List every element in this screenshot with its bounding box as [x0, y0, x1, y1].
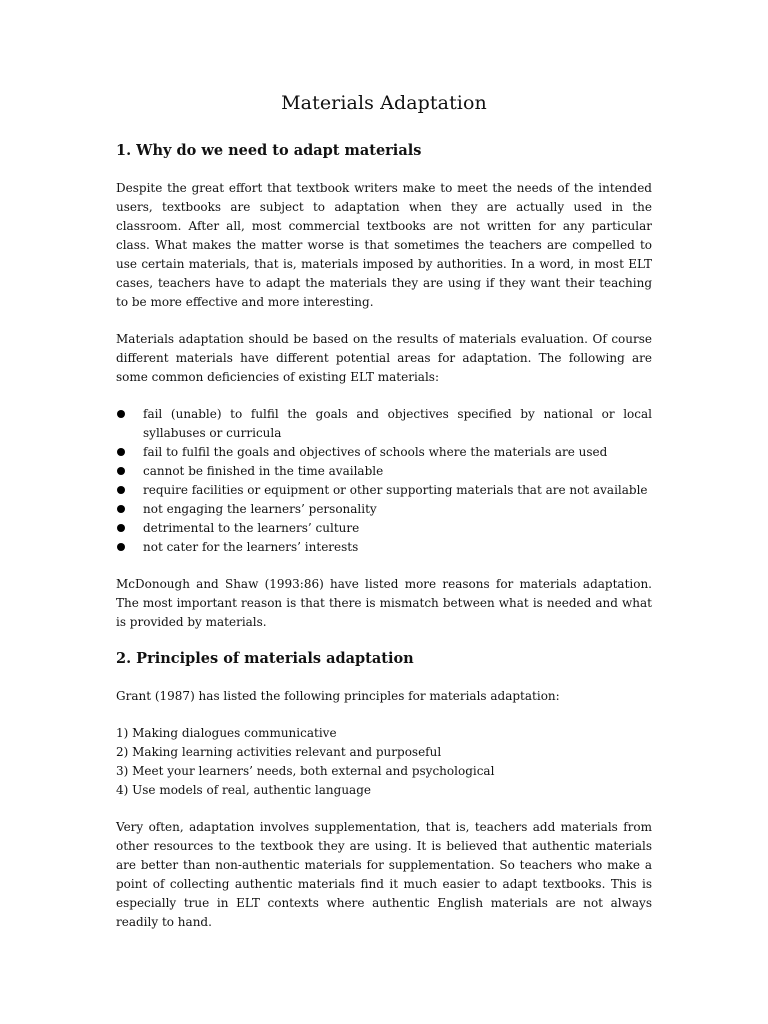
- deficiencies-list: [116, 405, 652, 557]
- bullet-icon: [117, 467, 125, 475]
- bullet-icon: [117, 505, 125, 513]
- section-1-heading: 1. Why do we need to adapt materials: [116, 142, 422, 159]
- list-item: [116, 405, 652, 443]
- document-page: [116, 92, 652, 950]
- list-item: [116, 500, 652, 519]
- list-item: 4) Use models of real, authentic language: [116, 783, 371, 797]
- list-item: 1) Making dialogues communicative: [116, 726, 337, 740]
- list-item: [116, 519, 652, 538]
- bullet-icon: [117, 486, 125, 494]
- section-2-intro: Grant (1987) has listed the following principles for materials adaptation:: [116, 689, 560, 703]
- section-1-paragraph-3: McDonough and Shaw (1993:86) have listed more reasons for materials adaptation. The most important reason is that there is mismatch between what is needed and what is provided by materials.: [116, 577, 652, 629]
- list-item: [116, 443, 652, 462]
- list-item-text: fail (unable) to fulfil the goals and objectives specified by national or local syllabuses or curricula: [143, 407, 652, 440]
- bullet-icon: [117, 524, 125, 532]
- list-item: 3) Meet your learners’ needs, both external and psychological: [116, 764, 495, 778]
- list-item: [116, 462, 652, 481]
- document-title: Materials Adaptation: [281, 92, 487, 114]
- list-item-text: require facilities or equipment or other supporting materials that are not available: [143, 483, 648, 497]
- list-item: 2) Making learning activities relevant and purposeful: [116, 745, 442, 759]
- list-item-text: not engaging the learners’ personality: [143, 502, 377, 516]
- bullet-icon: [117, 543, 125, 551]
- section-1-paragraph-1: Despite the great effort that textbook writers make to meet the needs of the intended users, textbooks are subject to adaptation when they are actually used in the classroom. After all, most commercial textbooks are not written for any particular class. What makes the matter worse is that sometimes the teachers are compelled to use certain materials, that is, materials imposed by authorities. In a word, in most ELT cases, teachers have to adapt the materials they are using if they want their teaching to be more effective and more interesting.: [116, 181, 652, 309]
- list-item-text: cannot be finished in the time available: [143, 464, 384, 478]
- section-1-paragraph-2: Materials adaptation should be based on the results of materials evaluation. Of course different materials have different potential areas for adaptation. The following are some common deficiencies of existing ELT materials:: [116, 332, 652, 384]
- section-2-heading: 2. Principles of materials adaptation: [116, 650, 414, 667]
- bullet-icon: [117, 410, 125, 418]
- bullet-icon: [117, 448, 125, 456]
- list-item-text: fail to fulfil the goals and objectives of schools where the materials are used: [143, 445, 608, 459]
- list-item: [116, 481, 652, 500]
- list-item-text: detrimental to the learners’ culture: [143, 521, 360, 535]
- section-2-paragraph: Very often, adaptation involves supplementation, that is, teachers add materials from other resources to the textbook they are using. It is believed that authentic materials are better than non-authentic materials for supplementation. So teachers who make a point of collecting authentic materials find it much easier to adapt textbooks. This is especially true in ELT contexts where authentic English materials are not always readily to hand.: [116, 820, 652, 929]
- principles-list: [116, 724, 652, 800]
- list-item: [116, 538, 652, 557]
- list-item-text: not cater for the learners’ interests: [143, 540, 359, 554]
